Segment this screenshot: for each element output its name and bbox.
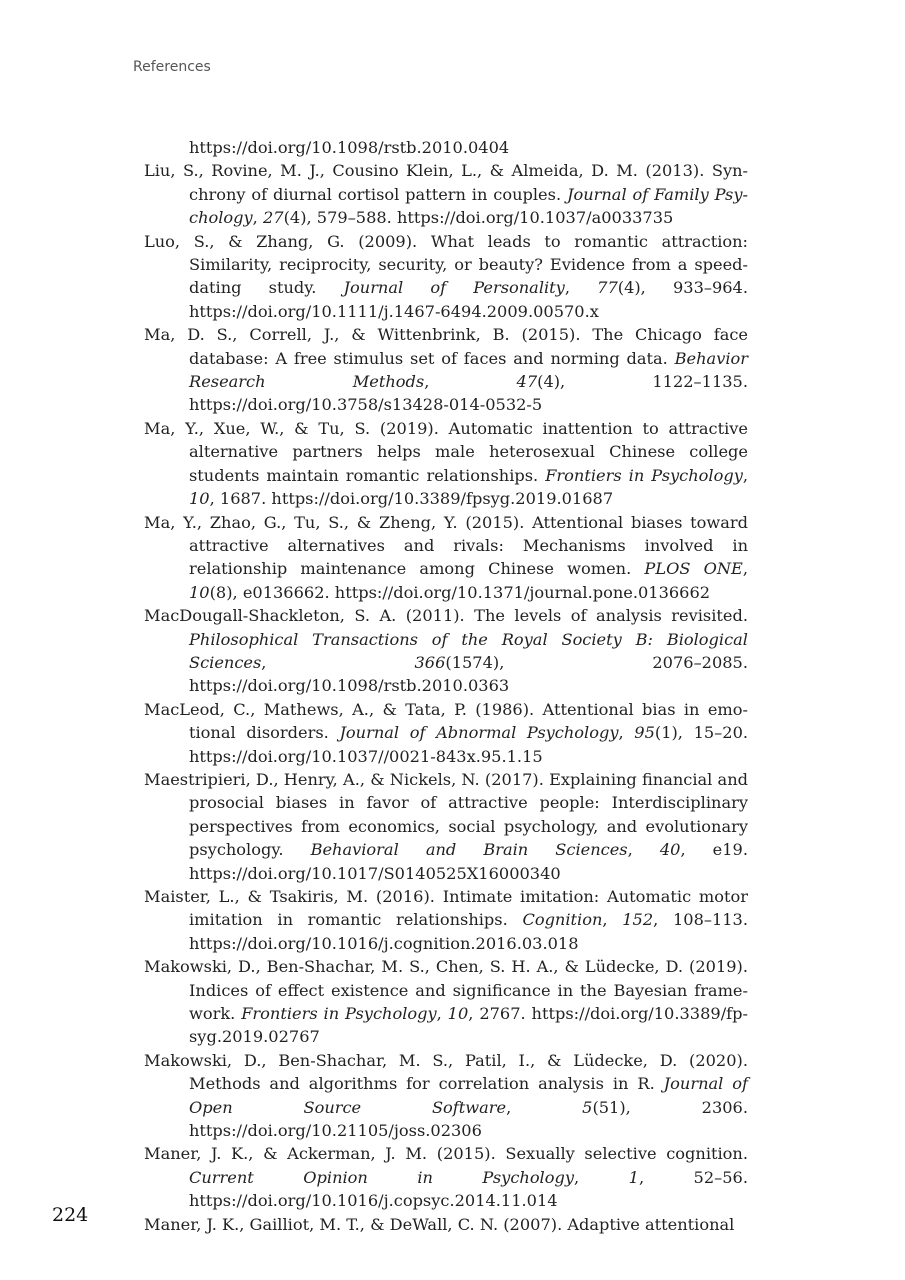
reference-entry	[144, 1213, 748, 1236]
reference-text: ,	[742, 559, 748, 579]
reference-text: Luo, S., & Zhang, G. (2009). What leads to romantic attraction: Similarity, reciprocity, security, or beauty? Evidence from a speed-dating study.	[144, 231, 748, 298]
reference-italic-text: 47	[516, 372, 538, 392]
reference-text: , e19. https://doi.org/10.1017/S0140525X16000340	[189, 840, 748, 883]
reference-text: (4), 579–588. https://doi.org/10.1037/a0033735	[283, 208, 674, 228]
reference-text: , 52–56. https://doi.org/10.1016/j.copsyc.2014.11.014	[189, 1167, 748, 1211]
reference-text: ,	[252, 208, 263, 228]
reference-italic-text: Journal of Open Source Software	[189, 1074, 748, 1117]
reference-text: Ma, D. S., Correll, J., & Wittenbrink, B. (2015). The Chicago face database: A free stimulus set of faces and norming data.	[144, 325, 748, 368]
reference-text: Makowski, D., Ben-Shachar, M. S., Chen, S. H. A., & Lüdecke, D. (2019). Indices of effect existence and significance in the Bayesian framework.	[144, 957, 748, 1024]
reference-entry	[144, 768, 748, 885]
reference-italic-text: Journal of Family Psychology	[189, 184, 748, 228]
reference-text: ,	[618, 723, 635, 743]
reference-text: (8), e0136662. https://doi.org/10.1371/journal.pone.0136662	[209, 582, 711, 602]
reference-text: (1), 15–20. https://doi.org/10.1037//0021-843x.95.1.15	[189, 723, 749, 766]
reference-italic-text: 95	[634, 723, 655, 743]
reference-list	[144, 136, 748, 1236]
reference-text: (51), 2306. https://doi.org/10.21105/joss.02306	[189, 1097, 748, 1141]
reference-text: ,	[602, 910, 623, 930]
reference-text: MacDougall-Shackleton, S. A. (2011). The levels of analysis revisited.	[144, 606, 748, 626]
reference-italic-text: 10	[189, 489, 210, 509]
reference-text: Ma, Y., Xue, W., & Tu, S. (2019). Automatic inattention to attractive alternative partners helps male heterosexual Chinese college students maintain romantic relationships.	[144, 418, 748, 485]
reference-italic-text: Behavior Research Methods	[189, 348, 748, 392]
reference-text: ,	[261, 652, 415, 672]
reference-italic-text: Journal of Abnormal Psychology	[339, 723, 619, 743]
reference-text: Maner, J. K., & Ackerman, J. M. (2015). Sexually selective cognition.	[144, 1144, 748, 1164]
reference-entry	[144, 1142, 748, 1212]
reference-entry	[144, 230, 748, 324]
reference-text: Maner, J. K., Gailliot, M. T., & DeWall, C. N. (2007). Adaptive attentional	[144, 1214, 735, 1234]
reference-text: ,	[436, 1004, 448, 1024]
reference-italic-text: 152	[622, 910, 654, 930]
reference-italic-text: 1	[628, 1167, 639, 1187]
reference-text: , 108–113. https://doi.org/10.1016/j.cognition.2016.03.018	[189, 910, 749, 953]
reference-italic-text: Current Opinion in Psychology	[189, 1167, 574, 1187]
reference-entry	[144, 159, 748, 229]
reference-entry	[144, 955, 748, 1049]
reference-text: ,	[574, 1167, 629, 1187]
page-number: 224	[52, 1204, 89, 1226]
reference-italic-text: Frontiers in Psychology	[545, 465, 743, 485]
reference-text: MacLeod, C., Mathews, A., & Tata, P. (1986). Attentional bias in emotional disorders.	[144, 699, 748, 743]
reference-text: ,	[506, 1097, 583, 1117]
reference-entry	[144, 417, 748, 511]
reference-italic-text: 10	[189, 582, 210, 602]
running-header: References	[133, 59, 211, 75]
reference-text: https://doi.org/10.1098/rstb.2010.0404	[189, 138, 510, 157]
reference-italic-text: Journal of Personality	[343, 278, 565, 298]
reference-italic-text: Behavioral and Brain Sciences	[310, 840, 628, 860]
reference-italic-text: 5	[582, 1097, 593, 1117]
reference-text: , 1687. https://doi.org/10.3389/fpsyg.2019.01687	[209, 489, 614, 509]
reference-entry	[144, 1049, 748, 1143]
reference-entry	[144, 698, 748, 768]
reference-text: Liu, S., Rovine, M. J., Cousino Klein, L., & Almeida, D. M. (2013). Synchrony of diurnal cortisol pattern in couples.	[144, 161, 748, 204]
reference-italic-text: 366	[414, 652, 446, 672]
reference-text: (1574), 2076–2085. https://doi.org/10.1098/rstb.2010.0363	[189, 652, 748, 696]
reference-text: Maestripieri, D., Henry, A., & Nickels, N. (2017). Explaining financial and prosocial biases in favor of attractive people: Interdisciplinary perspectives from economics, social psychology, and evolutionary psychology.	[144, 769, 748, 860]
reference-italic-text: Frontiers in Psychology	[241, 1004, 437, 1024]
reference-entry	[144, 511, 748, 605]
reference-text: ,	[424, 372, 517, 392]
reference-italic-text: 77	[597, 278, 618, 298]
reference-text: , 2767. https://doi.org/10.3389/fpsyg.2019.02767	[189, 1004, 748, 1047]
reference-text: ,	[627, 840, 660, 860]
reference-entry	[144, 885, 748, 955]
reference-italic-text: PLOS ONE	[644, 559, 743, 579]
reference-continuation	[144, 136, 748, 159]
reference-text: ,	[742, 465, 749, 485]
reference-italic-text: 27	[262, 208, 284, 228]
reference-text: ,	[564, 278, 598, 298]
reference-text: (4), 933–964. https://doi.org/10.1111/j.1467-6494.2009.00570.x	[189, 278, 749, 321]
reference-text: Ma, Y., Zhao, G., Tu, S., & Zheng, Y. (2015). Attentional biases toward attractive alternatives and rivals: Mechanisms involved in relationship maintenance among Chinese women.	[144, 512, 748, 579]
reference-italic-text: 40	[659, 840, 681, 860]
reference-text: Makowski, D., Ben-Shachar, M. S., Patil, I., & Lüdecke, D. (2020). Methods and algorithms for correlation analysis in R.	[144, 1050, 748, 1094]
reference-text: Maister, L., & Tsakiris, M. (2016). Intimate imitation: Automatic motor imitation in romantic relationships.	[144, 887, 748, 930]
reference-italic-text: 10	[447, 1004, 469, 1024]
reference-italic-text: Cognition	[522, 910, 603, 930]
reference-italic-text: Philosophical Transactions of the Royal Society B: Biological Sciences	[189, 629, 748, 672]
reference-entry	[144, 323, 748, 417]
reference-text: (4), 1122–1135. https://doi.org/10.3758/s13428-014-0532-5	[189, 372, 748, 415]
reference-entry	[144, 604, 748, 698]
